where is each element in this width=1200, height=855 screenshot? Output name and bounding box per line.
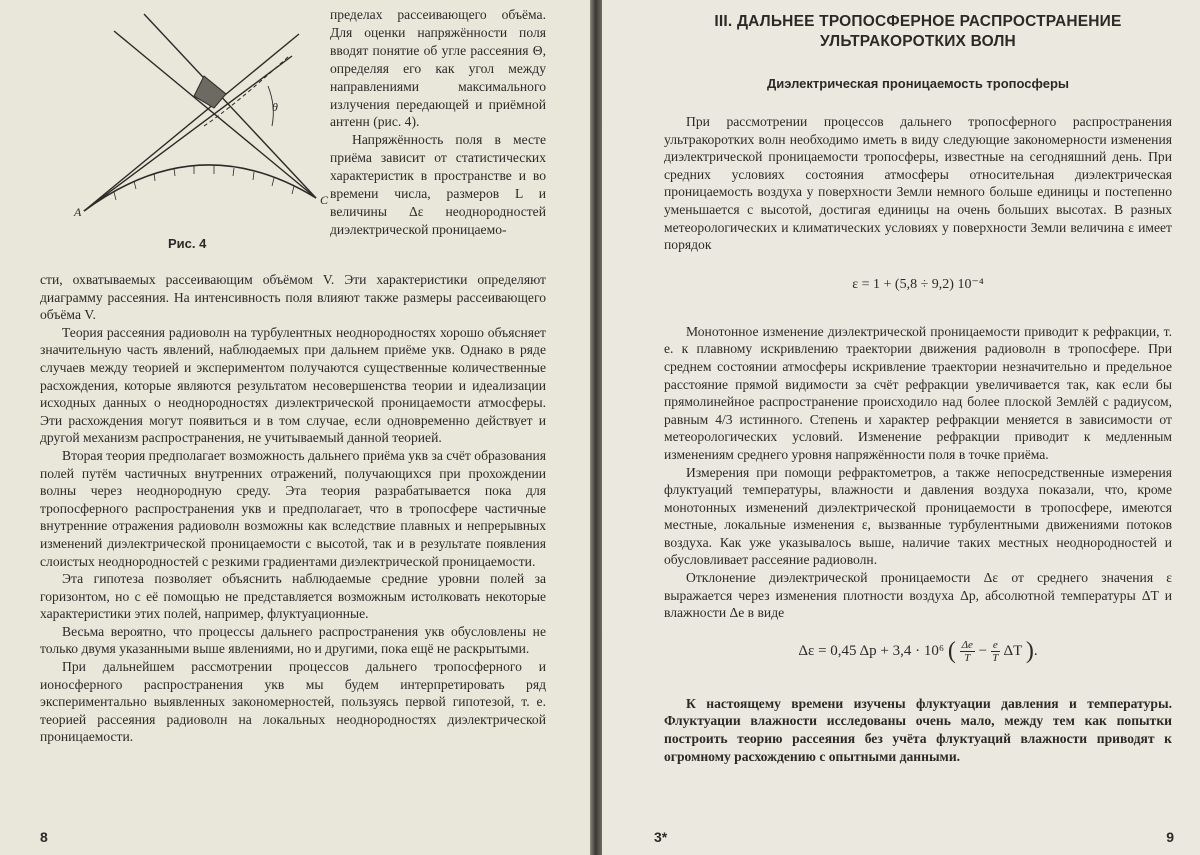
section-title: Диэлектрическая проницаемость тропосферы <box>766 76 1069 91</box>
body-paragraph: Теория рассеяния радиоволн на турбулентных неоднородностях хорошо объясняет значительную часть явлений, наблюдаемых при дальнем приёме укв. Однако в ряде случаев между теорией и экспериментом получаются существенные количественные расхождения, которые являются результатом несовершенства теории и идеализации исходных данных о неоднородностях диэлектрической проницаемости атмосферы. Эти расхождения могут появиться и в том случае, если одновременно действует и другой механизм распространения, не учитываемый данной теорией. <box>40 324 546 446</box>
side-paragraph: пределах рассеивающего объёма. Для оценки напряжённости поля вводят понятие об угле рассеяния Θ, определяя его как угол между направлениями максимального излучения передающей и приёмной антенн (рис. 4). <box>330 7 546 130</box>
chapter-title-line: III. ДАЛЬНЕЕ ТРОПОСФЕРНОЕ РАСПРОСТРАНЕНИЕ <box>714 13 1122 30</box>
body-paragraph: Эта гипотеза позволяет объяснить наблюдаемые средние уровни полей за горизонтом, но с её помощью не представляется возможным истолковать некоторые характеристики этих полей, например, флуктуационные. <box>40 571 546 622</box>
continuation-paragraph: сти, охватываемых рассеивающим объёмом V. Эти характеристики определяют диаграмму рассеяния. На интенсивность поля влияют также размеры рассеивающего объёма V. <box>40 272 546 323</box>
formula-permittivity: ε = 1 + (5,8 ÷ 9,2) 10⁻⁴ <box>852 276 984 292</box>
point-a-label: A <box>74 205 82 219</box>
body-paragraph: При дальнейшем рассмотрении процессов дальнего тропосферного и ионосферного распространения укв мы будем интерпретировать ряд экспериментально выявленных закономерностей, пользуясь первой гипотезой, т. е. теорией рассеяния радиоволн на локальных неоднородностях диэлектрической проницаемости. <box>40 659 546 745</box>
page-number: 9 <box>1166 829 1174 845</box>
body-paragraph: К настоящему времени изучены флуктуации давления и температуры. Флуктуации влажности исследованы очень мало, между тем как попытки построить теорию рассеяния без учёта флуктуаций влажности приводят к огромному расхождению с опытными данными. <box>664 695 1172 764</box>
page-number: 8 <box>40 829 48 845</box>
figure-4 <box>54 6 344 256</box>
fraction: $\frac{e}{T}$ <box>992 638 999 664</box>
body-paragraph: Монотонное изменение диэлектрической проницаемости приводит к рефракции, т. е. к плавному искривлению траектории движения радиоволн в тропосфере. При среднем состоянии атмосферы искривление траектории незначительно и предельное расстояние прямой видимости за счёт рефракции увеличивается так, как если бы прямолинейное распространение происходило над более плоской Землёй с радиусом, равным 4/3 истинного. Степень и характер рефракции меняется в зависимости от метеорологических условий. Изменение рефракции приводит к медленным изменениям среднего уровня напряжённости поля в точке приёма. <box>664 323 1172 462</box>
figure-block <box>40 6 546 271</box>
formula-lhs: Δε = 0,45 Δp + 3,4 · 10⁶ <box>798 642 945 659</box>
body-paragraph: Отклонение диэлектрической проницаемости Δε от среднего значения ε выражается через изменения плотности воздуха Δp, абсолютной температуры ΔT и влажности Δe в виде <box>664 570 1172 621</box>
left-page <box>0 0 590 855</box>
chapter-title-line: УЛЬТРАКОРОТКИХ ВОЛН <box>820 33 1016 50</box>
book-gutter <box>590 0 602 855</box>
formula-deviation: Δε = 0,45 Δp + 3,4 · 10⁶ ( $\frac{\Delta e}{T}$ − $\frac{e}{T}$ ΔT ). <box>798 637 1038 664</box>
side-text-column <box>330 6 546 239</box>
chapter-title <box>664 12 1172 52</box>
body-paragraph: При рассмотрении процессов дальнего тропосферного распространения ультракоротких волн необходимо иметь в виду следующие закономерности изменения диэлектрической проницаемости тропосферы, известные на сегодняшний день. При средних условиях состояния атмосферы относительная диэлектрическая проницаемость воздуха у поверхности Земли немного больше единицы и постепенно уменьшается с высотой, достигая единицы на очень больших высотах. В разных метеорологических и климатических условиях у поверхности Земли величина ε имеет порядок <box>664 114 1172 253</box>
body-paragraph: Вторая теория предполагает возможность дальнего приёма укв за счёт образования полей путём частичных внутренних отражений, получающихся при прохождении волны через неоднородную среду. Эта теория разрабатывается пока для тропосферного распространения укв и предполагает, что в тропосфере частичные внутренние отражения радиоволн возможны как вследствие плавных и непрерывных изменений диэлектрической проницаемости с высотой, так и в результате появления слоистых неоднородностей с резкими градиентами диэлектрической проницаемости. <box>40 447 546 569</box>
side-paragraph: Напряжённость поля в месте приёма зависит от статистических характеристик в пространстве и во времени числа, размеров L и величины Δε неоднородностей диэлектрической проницаемо- <box>330 132 546 237</box>
right-page <box>602 0 1200 855</box>
body-paragraph: Измерения при помощи рефрактометров, а также непосредственные измерения флуктуаций температуры, влажности и давления воздуха показали, что, кроме монотонных изменений диэлектрической проницаемости в тропосфере, имеются местные, локальные изменения ε, вызванные турбулентными движениями потоков воздуха. Как уже указывалось выше, наличие таких местных неоднородностей и обусловливает рассеяние радиоволн. <box>664 464 1172 568</box>
signature-mark: 3* <box>654 829 668 845</box>
body-paragraph: Весьма вероятно, что процессы дальнего распространения укв обусловлены не только двумя указанными выше явлениями, но и другими, пока ещё не раскрытыми. <box>40 623 546 657</box>
fraction: $\frac{\Delta e}{T}$ <box>961 638 973 664</box>
scattering-diagram <box>54 6 344 256</box>
point-c-label: C <box>320 193 329 207</box>
figure-caption: Рис. 4 <box>168 236 207 251</box>
theta-label: θ <box>272 100 278 114</box>
